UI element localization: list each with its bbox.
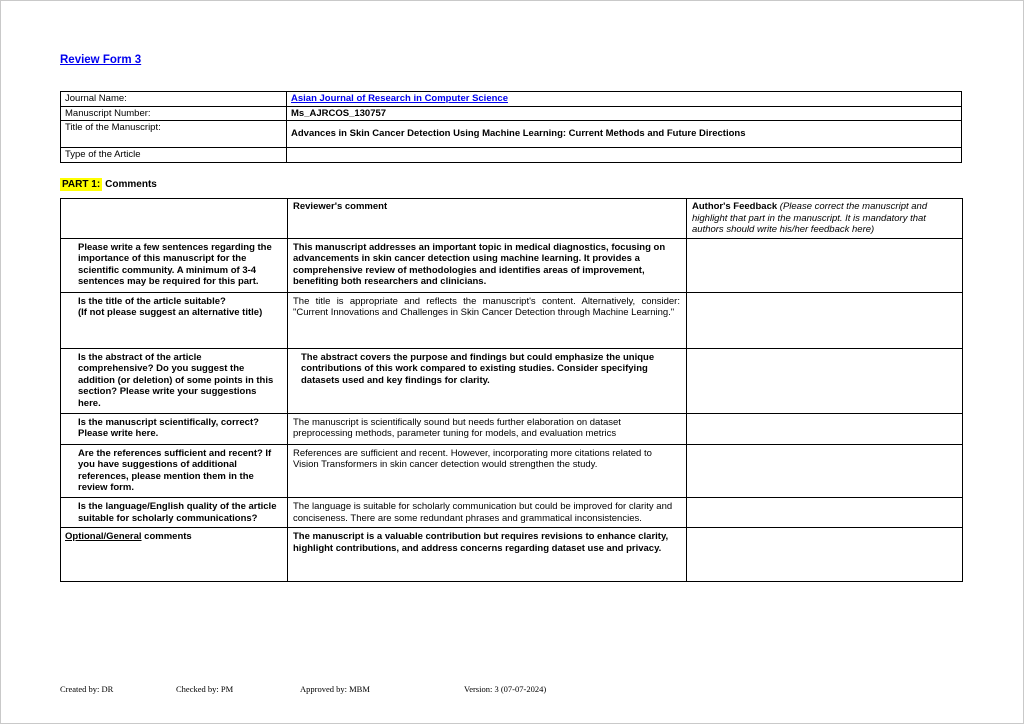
- table-row: [61, 413, 963, 444]
- header-author-feedback: [687, 199, 963, 239]
- reviewer-comment-cell: References are sufficient and recent. However, incorporating more citations related to Vision Transformers in skin cancer detection would strengthen the study.: [288, 444, 687, 497]
- author-feedback-cell[interactable]: [687, 497, 963, 527]
- manuscript-number-value: Ms_AJRCOS_130757: [287, 106, 962, 121]
- table-row: [61, 121, 962, 148]
- table-row: [61, 444, 963, 497]
- reviewer-comment-cell: The manuscript is scientifically sound but needs further elaboration on dataset preprocessing methods, parameter tuning for models, and evaluation metrics: [288, 413, 687, 444]
- journal-name-label: Journal Name:: [61, 92, 287, 107]
- table-row: [61, 497, 963, 527]
- reviewer-comment-cell: The manuscript is a valuable contribution but requires revisions to enhance clarity, highlight contributions, and address concerns regarding dataset use and privacy.: [288, 528, 687, 582]
- reviewer-comment-cell: The language is suitable for scholarly communication but could be improved for clarity and conciseness. There are some redundant phrases and grammatical inconsistencies.: [288, 497, 687, 527]
- reviewer-comment-cell: The title is appropriate and reflects the manuscript's content. Alternatively, consider: "Current Innovations and Challenges in Skin Cancer Detection through Machine Learning.": [288, 292, 687, 348]
- question-cell: Is the abstract of the article comprehensive? Do you suggest the addition (or deletion) of some points in this section? Please write your suggestions here.: [61, 348, 288, 413]
- reviewer-comment-cell: This manuscript addresses an important topic in medical diagnostics, focusing on advancements in skin cancer detection using machine learning. It provides a comprehensive review of methodologies and identifies areas of improvement, benefiting both researchers and clinicians.: [288, 238, 687, 292]
- author-feedback-cell[interactable]: [687, 238, 963, 292]
- part1-badge: PART 1:: [62, 179, 101, 190]
- footer-approved-by: Approved by: MBM: [300, 684, 370, 694]
- author-feedback-cell[interactable]: [687, 348, 963, 413]
- author-feedback-cell[interactable]: [687, 292, 963, 348]
- table-row: [61, 348, 963, 413]
- question-cell: Please write a few sentences regarding the importance of this manuscript for the scientific community. A minimum of 3-4 sentences may be required for this part.: [61, 238, 288, 292]
- question-text: Is the title of the article suitable?: [78, 295, 226, 307]
- part1-heading: [60, 179, 157, 190]
- table-row: [61, 148, 962, 163]
- manuscript-number-label: Manuscript Number:: [61, 106, 287, 121]
- footer-created-by: Created by: DR: [60, 684, 114, 694]
- table-row: [61, 106, 962, 121]
- question-cell: [61, 292, 288, 348]
- question-note: (If not please suggest an alternative title): [78, 307, 263, 319]
- article-type-value[interactable]: [287, 148, 962, 163]
- table-row: [61, 292, 963, 348]
- question-cell: [61, 528, 288, 582]
- table-row: [61, 528, 963, 582]
- author-feedback-cell[interactable]: [687, 413, 963, 444]
- optional-general-label: Optional/General: [65, 531, 142, 543]
- manuscript-title-value: Advances in Skin Cancer Detection Using Machine Learning: Current Methods and Future Directions: [287, 121, 962, 148]
- table-row: [61, 238, 963, 292]
- article-type-label: Type of the Article: [61, 148, 287, 163]
- reviewer-comment-cell: The abstract covers the purpose and findings but could emphasize the unique contributions of this work compared to existing studies. Consider specifying datasets used and key findings for clarity.: [288, 348, 687, 413]
- author-feedback-cell[interactable]: [687, 444, 963, 497]
- author-feedback-instructions: (Please correct the manuscript and highlight that part in the manuscript. It is mandatory that authors should write his/her feedback here): [692, 201, 928, 236]
- page-title: Review Form 3: [60, 54, 142, 66]
- manuscript-title-label: Title of the Manuscript:: [61, 121, 287, 148]
- comments-header-row: [61, 199, 963, 239]
- footer-version: Version: 3 (07-07-2024): [464, 684, 547, 694]
- question-cell: Is the manuscript scientifically, correct? Please write here.: [61, 413, 288, 444]
- header-question-cell: [61, 199, 288, 239]
- journal-link[interactable]: Asian Journal of Research in Computer Science: [291, 93, 508, 104]
- optional-general-rest: comments: [141, 531, 192, 543]
- question-cell: Are the references sufficient and recent? If you have suggestions of additional references, please mention them in the review form.: [61, 444, 288, 497]
- part1-heading-label: Comments: [105, 179, 157, 190]
- footer-checked-by: Checked by: PM: [176, 684, 234, 694]
- manuscript-info-table: [60, 91, 962, 163]
- author-feedback-label: Author's Feedback: [692, 201, 780, 212]
- author-feedback-cell[interactable]: [687, 528, 963, 582]
- comments-table: [60, 198, 963, 582]
- question-cell: Is the language/English quality of the article suitable for scholarly communications?: [61, 497, 288, 527]
- journal-name-value: [287, 92, 962, 107]
- header-reviewer-comment: Reviewer's comment: [288, 199, 687, 239]
- table-row: [61, 92, 962, 107]
